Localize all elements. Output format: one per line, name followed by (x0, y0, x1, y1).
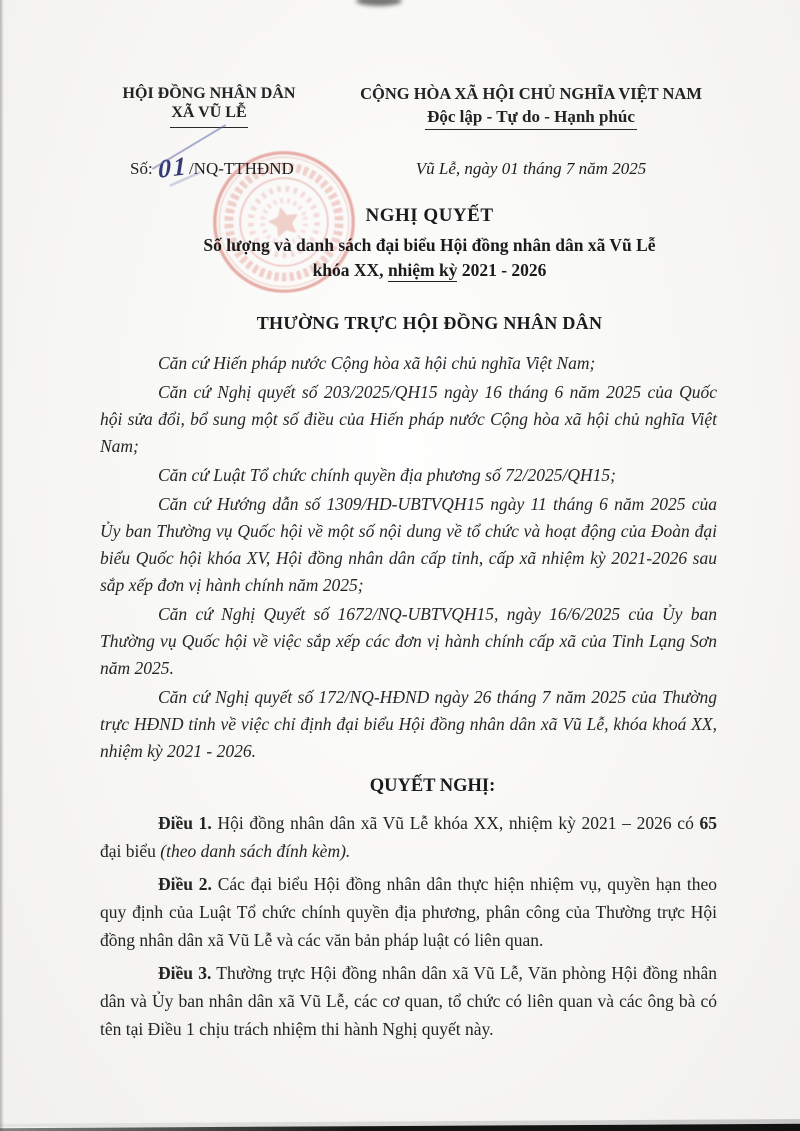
document-header (100, 84, 717, 130)
preamble-paragraph: Căn cứ Nghị quyết số 172/NQ-HĐND ngày 26 tháng 7 năm 2025 của Thường trực HĐND tỉnh về việc chỉ định đại biểu Hội đồng nhân dân xã Vũ Lễ, khóa khoá XX, nhiệm kỳ 2021 - 2026. (100, 687, 717, 761)
article-1 (100, 809, 717, 865)
subject-line2-underlined: nhiệm kỳ (387, 260, 458, 280)
preamble-paragraph: Căn cứ Nghị quyết số 203/2025/QH15 ngày 16 tháng 6 năm 2025 của Quốc hội sửa đổi, bổ sung một số điều của Hiến pháp nước Cộng hòa xã hội chủ nghĩa Việt Nam; (100, 382, 717, 456)
article-2 (100, 870, 717, 954)
document-subject-line1: Số lượng và danh sách đại biểu Hội đồng nhân dân xã Vũ Lễ (203, 235, 656, 255)
article-3-text: Thường trực Hội đồng nhân dân xã Vũ Lễ, Văn phòng Hội đồng nhân dân và Ủy ban nhân dân xã Vũ Lễ, các cơ quan, tổ chức có liên quan và các ông bà có tên tại Điều 1 chịu trách nhiệm thi hành Nghị quyết này. (100, 963, 717, 1039)
preamble-paragraph: Căn cứ Hướng dẫn số 1309/HD-UBTVQH15 ngày 11 tháng 6 năm 2025 của Ủy ban Thường vụ Quốc hội về một số nội dung về tổ chức và hoạt động của Đoàn đại biểu Quốc hội khóa XV, Hội đồng nhân dân cấp tỉnh, cấp xã nhiệm kỳ 2021-2026 sau sắp xếp đơn vị hành chính năm 2025; (100, 494, 717, 595)
issuer-name-line2: XÃ VŨ LỄ (171, 104, 247, 121)
article-3 (100, 959, 717, 1043)
articles-section (100, 809, 717, 1043)
subject-line2-post: 2021 - 2026 (457, 260, 547, 280)
authority-heading: THƯỜNG TRỰC HỘI ĐỒNG NHÂN DÂN (256, 313, 603, 333)
article-1-label: Điều 1. (158, 813, 212, 833)
preamble-paragraph: Căn cứ Luật Tổ chức chính quyền địa phương số 72/2025/QH15; (158, 465, 616, 485)
national-motto: Độc lập - Tự do - Hạnh phúc (425, 106, 637, 130)
document-number-label: Số: (130, 159, 153, 178)
article-3-label: Điều 3. (158, 963, 212, 983)
preamble-section (100, 350, 717, 765)
scan-left-edge-shadow (0, 0, 4, 1131)
issuer-name-line1: HỘI ĐỒNG NHÂN DÂN (122, 85, 296, 102)
article-1-attachment-note: (theo danh sách đính kèm). (160, 841, 351, 861)
issuer-underline (170, 127, 248, 128)
document-type-title: NGHỊ QUYẾT (365, 205, 494, 226)
place-and-date-line: Vũ Lễ, ngày 01 tháng 7 năm 2025 (415, 159, 647, 178)
article-2-text: Các đại biểu Hội đồng nhân dân thực hiện nhiệm vụ, quyền hạn theo quy định của Luật Tổ chức chính quyền địa phương, phân công của Thường trực Hội đồng nhân dân xã Vũ Lễ và các văn bản pháp luật có liên quan. (100, 874, 718, 950)
national-title: CỘNG HÒA XÃ HỘI CHỦ NGHĨA VIỆT NAM (360, 84, 702, 103)
issuing-authority-block (100, 84, 318, 128)
resolve-heading: QUYẾT NGHỊ: (369, 776, 496, 796)
document-number (100, 151, 294, 184)
document-number-suffix: /NQ-TTHĐND (188, 159, 294, 178)
article-1-deputy-count: 65 (699, 813, 717, 833)
article-1-text-before: Hội đồng nhân dân xã Vũ Lễ khóa XX, nhiệm kỳ 2021 – 2026 có (211, 813, 700, 833)
document-title-block (100, 204, 717, 282)
article-2-label: Điều 2. (158, 874, 212, 894)
article-1-text-after: đại biểu (100, 841, 161, 861)
preamble-paragraph: Căn cứ Hiến pháp nước Cộng hòa xã hội chủ nghĩa Việt Nam; (158, 353, 596, 373)
number-and-date-row (100, 151, 717, 184)
preamble-paragraph: Căn cứ Nghị Quyết số 1672/NQ-UBTVQH15, ngày 16/6/2025 của Ủy ban Thường vụ Quốc hội về việc sắp xếp các đơn vị hành chính cấp xã của Tỉnh Lạng Sơn năm 2025. (100, 604, 717, 678)
subject-line2-pre: khóa XX, (312, 260, 388, 280)
document-subject-line2 (142, 258, 717, 282)
handwritten-number-ink: 01 (157, 151, 189, 184)
national-motto-block (345, 84, 717, 130)
